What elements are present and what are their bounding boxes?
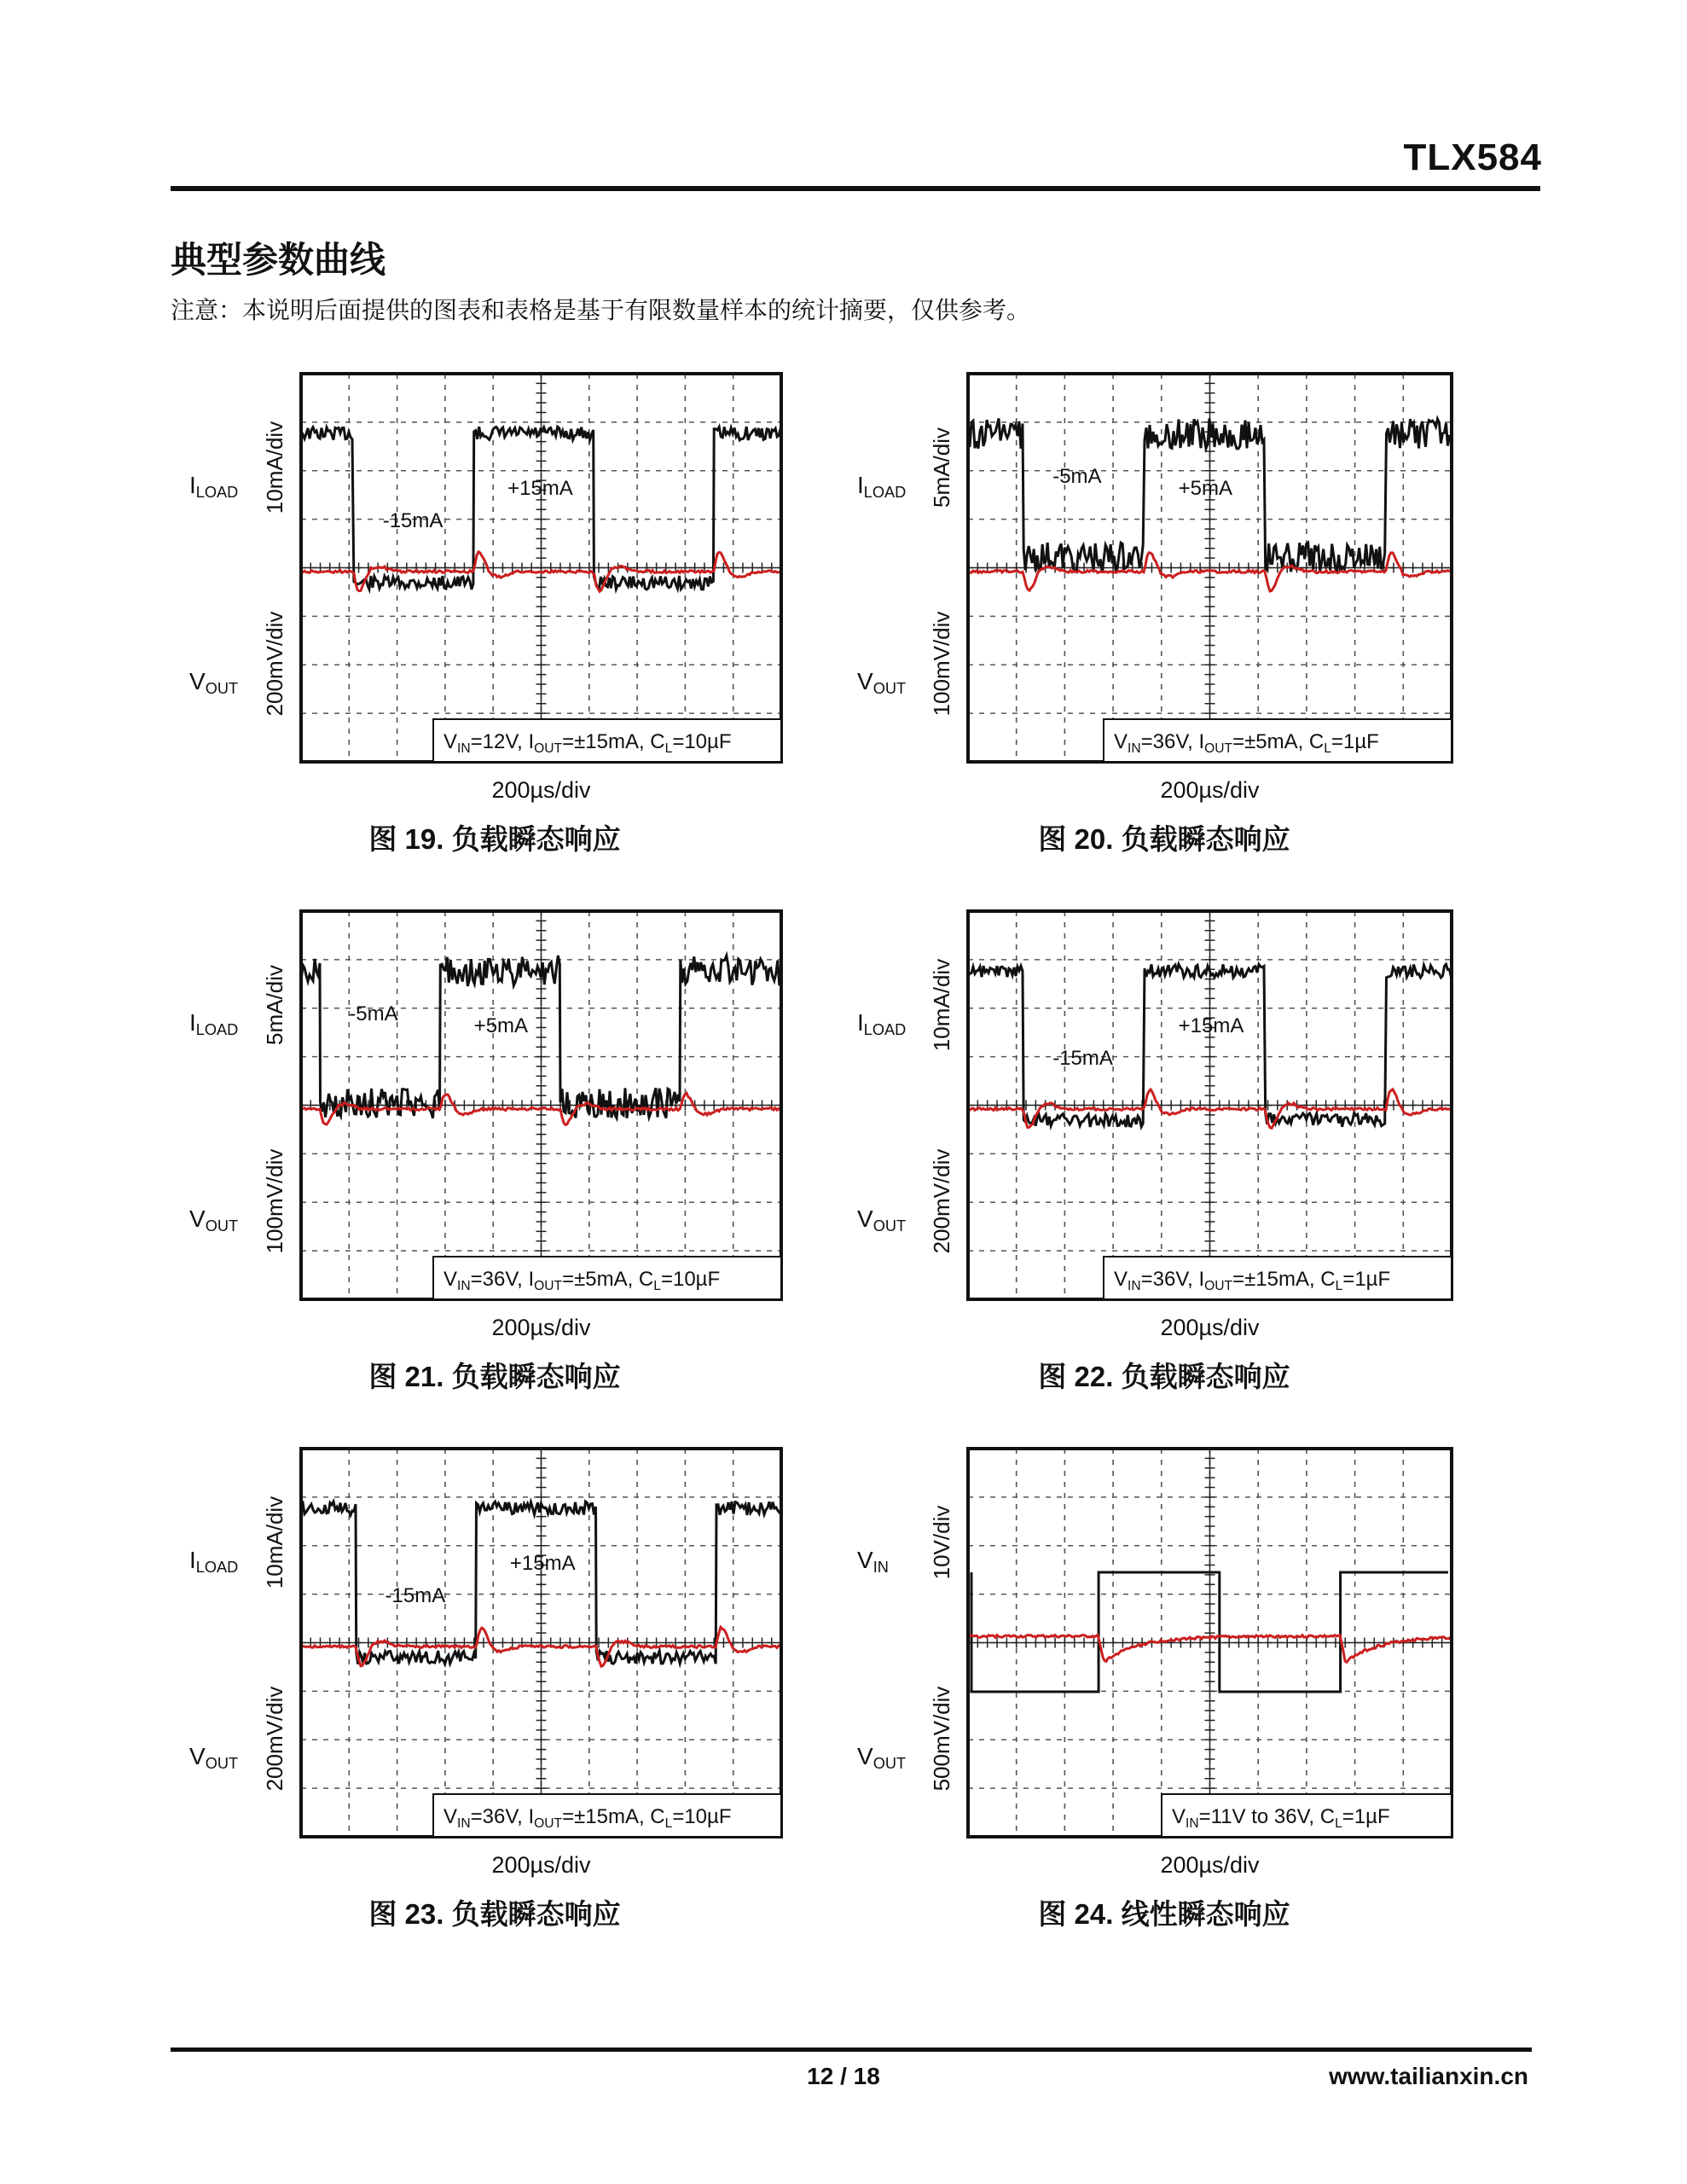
figure-caption: 图 21. 负载瞬态响应 [368,1361,621,1392]
figure-19 [171,358,819,887]
footer-rule [171,2048,1532,2052]
conditions-text: $V_{IN}=36V$, $I_{OUT}=\pm 5mA$, $C_L=1\mu F$ [1114,730,1379,756]
annotation-high: +5mA [1178,477,1233,500]
figure-caption: 图 20. 负载瞬态响应 [1038,823,1290,855]
top-scale-label: 5mA/div [262,965,287,1045]
plot-grid [968,1449,1452,1837]
x-scale-label: 200µs/div [491,777,591,803]
bottom-scale-label: 500mV/div [929,1686,954,1792]
figure-23 [171,1433,819,1962]
top-channel-label: ILOAD [857,472,907,501]
annotation-high: +15mA [1178,1014,1244,1037]
figure-caption: 图 19. 负载瞬态响应 [368,823,621,855]
top-scale-label: 10mA/div [262,421,287,514]
header-rule [171,186,1540,191]
annotation-high: +5mA [473,1014,529,1037]
bottom-scale-label: 100mV/div [262,1148,287,1254]
bottom-channel-label: VOUT [189,1205,239,1234]
annotation-low: -5mA [1052,465,1102,488]
conditions-text: $V_{IN}=36V$, $I_{OUT}=\pm 5mA$, $C_L=10\mu F$ [443,1268,721,1293]
bottom-scale-label: 100mV/div [929,611,954,717]
scope-plot [171,358,819,887]
x-scale-label: 200µs/div [1160,1315,1260,1340]
x-scale-label: 200µs/div [1160,777,1260,803]
bottom-scale-label: 200mV/div [262,1686,287,1792]
annotation-high: +15mA [509,1552,576,1575]
bottom-channel-label: VOUT [857,668,907,697]
scope-plot [840,1433,1488,1962]
annotation-low: -5mA [349,1002,398,1025]
section-title: 典型参数曲线 [171,240,386,280]
annotation-low: -15mA [382,509,443,532]
section-note: 注意：本说明后面提供的图表和表格是基于有限数量样本的统计摘要，仅供参考。 [171,297,1031,323]
conditions-text: $V_{IN}=12V$, $I_{OUT}=\pm 15mA$, $C_L=10\mu F$ [443,730,732,756]
x-scale-label: 200µs/div [491,1315,591,1340]
top-channel-label: VIN [857,1547,889,1576]
annotation-low: -15mA [1052,1047,1113,1070]
website[interactable]: www.tailianxin.cn [1329,2063,1528,2089]
scope-plot [840,358,1488,887]
bottom-channel-label: VOUT [857,1205,907,1234]
bottom-channel-label: VOUT [189,668,239,697]
figure-20 [840,358,1488,887]
top-scale-label: 5mA/div [929,427,954,508]
figure-22 [840,896,1488,1425]
bottom-scale-label: 200mV/div [262,611,287,717]
x-scale-label: 200µs/div [1160,1852,1260,1878]
bottom-channel-label: VOUT [189,1743,239,1772]
annotation-low: -15mA [385,1584,446,1607]
top-scale-label: 10V/div [929,1505,954,1580]
top-scale-label: 10mA/div [929,958,954,1052]
page-number: 12 / 18 [807,2063,880,2089]
top-scale-label: 10mA/div [262,1496,287,1589]
figure-24 [840,1433,1488,1962]
conditions-text: $V_{IN}=36V$, $I_{OUT}=\pm 15mA$, $C_L=1\mu F$ [1114,1268,1391,1293]
conditions-text: $V_{IN}=11V$ to 36V, $C_L=1\mu F$ [1172,1805,1390,1831]
figure-caption: 图 23. 负载瞬态响应 [368,1898,621,1930]
scope-plot [171,1433,819,1962]
top-channel-label: ILOAD [857,1009,907,1038]
top-channel-label: ILOAD [189,472,239,501]
scope-plot [171,896,819,1425]
top-channel-label: ILOAD [189,1009,239,1038]
x-scale-label: 200µs/div [491,1852,591,1878]
scope-plot [840,896,1488,1425]
figure-caption: 图 24. 线性瞬态响应 [1038,1898,1290,1930]
part-number: TLX584 [1403,136,1542,178]
figure-21 [171,896,819,1425]
conditions-text: $V_{IN}=36V$, $I_{OUT}=\pm 15mA$, $C_L=10\mu F$ [443,1805,732,1831]
annotation-high: +15mA [507,477,573,500]
bottom-scale-label: 200mV/div [929,1148,954,1254]
top-channel-label: ILOAD [189,1547,239,1576]
bottom-channel-label: VOUT [857,1743,907,1772]
figure-caption: 图 22. 负载瞬态响应 [1038,1361,1290,1392]
